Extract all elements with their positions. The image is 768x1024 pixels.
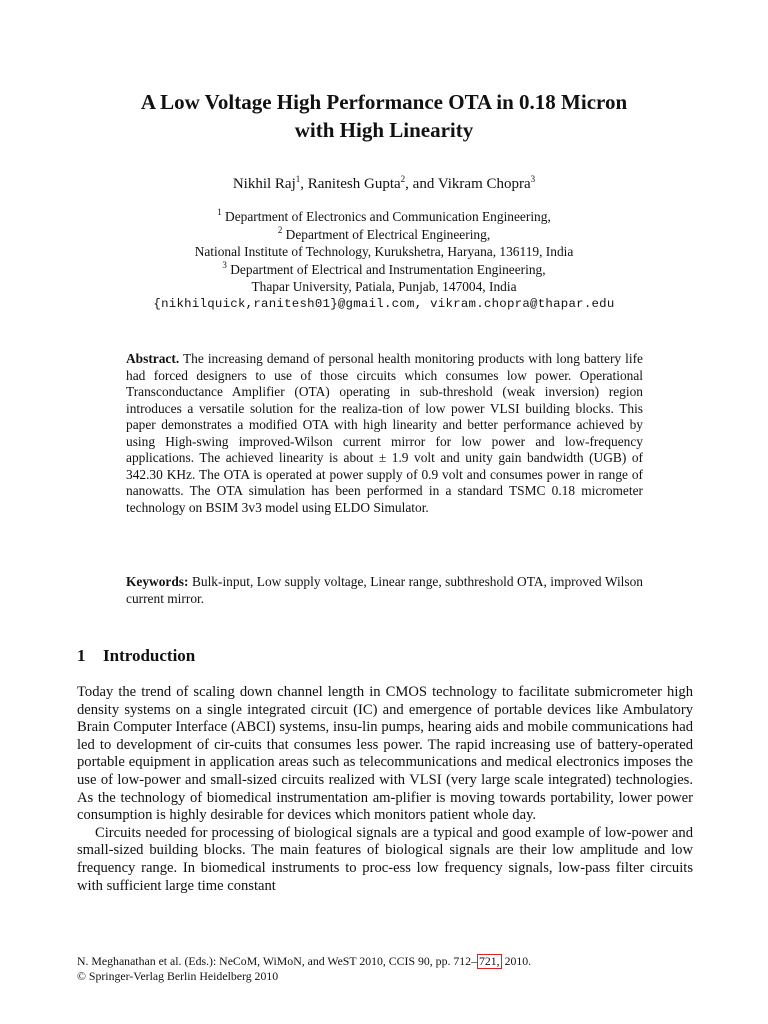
abstract-label: Abstract. — [126, 351, 180, 366]
affiliation-text: Department of Electrical Engineering, — [285, 226, 491, 242]
affiliation-text: Department of Electronics and Communication Engineering, — [225, 209, 551, 224]
author-affiliation-mark: 1 — [295, 174, 301, 184]
affiliation-place: Thapar University, Patiala, Punjab, 147004, India — [251, 279, 517, 295]
section-title: Introduction — [103, 646, 196, 665]
paper-title — [40, 88, 728, 144]
abstract-paragraph — [126, 351, 643, 516]
citation-text: N. Meghanathan et al. (Eds.): NeCoM, WiMoN, and WeST 2010, CCIS 90, pp. 712– — [77, 954, 477, 968]
section-number: 1 — [77, 646, 86, 665]
author-list — [40, 174, 728, 194]
citation-line — [77, 954, 531, 969]
author-affiliation-mark: 2 — [400, 174, 406, 184]
affiliation-mark: 3 — [222, 259, 227, 270]
keywords-text: Bulk-input, Low supply voltage, Linear range, subthreshold OTA, improved Wilson current mirror. — [126, 574, 643, 606]
author-name: Vikram Chopra — [437, 176, 531, 192]
author-separator: , and — [405, 176, 438, 192]
affiliations — [40, 208, 728, 314]
copyright-line: © Springer-Verlag Berlin Heidelberg 2010 — [77, 969, 279, 983]
body-paragraph: Today the trend of scaling down channel length in CMOS technology to facilitate submicrometer high density systems on a single integrated circuit (IC) and emergence of portable devices like Ambulatory Brain Computer Interface (ABCI) systems, insu-lin pumps, hearing aids and mobile communications had led to development of cir-cuits that consumes less power. The rapid increasing use of battery-operated portable equipment in application areas such as telecommunications and medical electronics imposes the use of low-power and small-sized circuits realized with VLSI (very large scale integrated) technologies. As the technology of biomedical instrumentation am-plifier is moving towards portability, lower power consumption is highly desirable for devices which monitors patient whole day. — [77, 684, 693, 824]
affiliation-mark: 1 — [217, 207, 222, 217]
affiliation-place: National Institute of Technology, Kurukshetra, Haryana, 136119, India — [194, 244, 574, 260]
page-range-end-highlight: 721, — [478, 954, 500, 968]
citation-year: 2010. — [501, 954, 532, 968]
affiliation-line — [40, 208, 728, 226]
keywords-paragraph — [126, 574, 643, 607]
affiliation-line — [40, 261, 728, 279]
affiliation-line — [40, 226, 728, 244]
abstract — [126, 351, 643, 516]
author-separator: , — [300, 176, 308, 192]
affiliation-text: Department of Electrical and Instrumentation Engineering, — [230, 261, 546, 277]
citation-footer — [77, 954, 531, 984]
introduction-body — [77, 684, 693, 895]
section-heading — [77, 645, 195, 667]
author-emails: {nikhilquick,ranitesh01}@gmail.com, vikram.chopra@thapar.edu — [153, 296, 615, 311]
affiliation-mark: 2 — [277, 224, 283, 235]
keywords-label: Keywords: — [126, 574, 189, 589]
author-name: Ranitesh Gupta — [307, 176, 401, 192]
abstract-text: The increasing demand of personal health monitoring products with long battery life had forced designers to use of those circuits which consumes low power. Operational Transconductance Amplifier (OTA) operating in sub-threshold (weak inversion) region introduces a versatile solution for the realiza-tion of low power VLSI building blocks. This paper demonstrates a modified OTA with high linearity and better performance achieved by using High-swing improved-Wilson current mirror for low power and low-frequency applications. The achieved linearity is about ± 1.9 volt and unity gain bandwidth (UGB) of 342.30 KHz. The OTA is operated at power supply of 0.9 volt and consumes power in range of nanowatts. The OTA simulation has been performed in a standard TSMC 0.18 micrometer technology on BSIM 3v3 model using ELDO Simulator. — [126, 351, 643, 515]
author-affiliation-mark: 3 — [530, 174, 536, 184]
body-paragraph: Circuits needed for processing of biological signals are a typical and good example of low-power and small-sized building blocks. The main features of biological signals are their low amplitude and low frequency range. In biomedical instruments to proc-ess low frequency signals, low-pass filter circuits with sufficient large time constant — [77, 824, 693, 894]
title-line-1: A Low Voltage High Performance OTA in 0.18 Micron — [140, 90, 628, 114]
title-line-2: with High Linearity — [294, 118, 474, 142]
keywords — [126, 574, 643, 607]
author-name: Nikhil Raj — [232, 176, 296, 192]
